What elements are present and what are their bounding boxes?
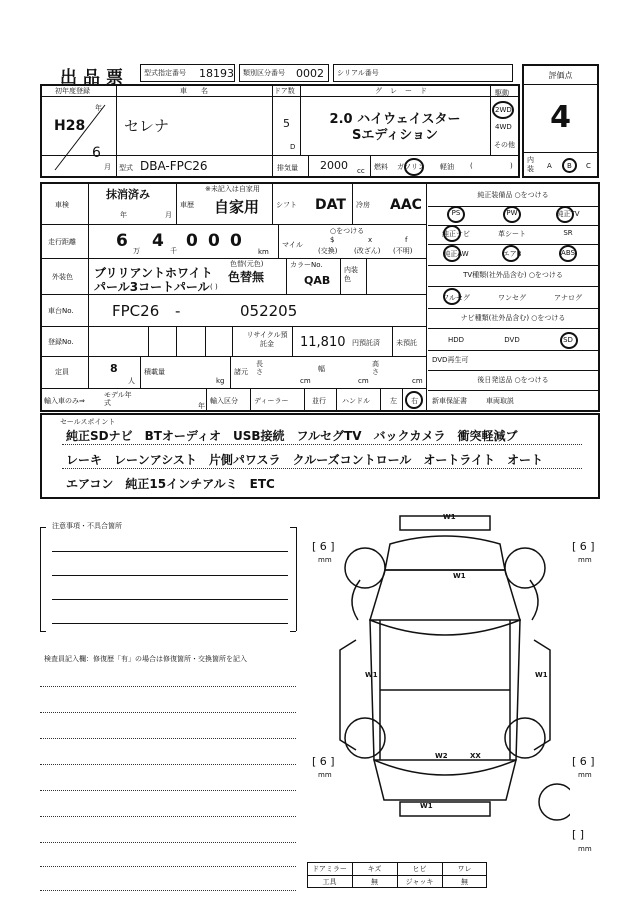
ac-label: 冷房 <box>356 201 370 209</box>
color-no-label: カラーNo. <box>290 261 323 269</box>
mileage-digit-5: 0 <box>230 231 242 251</box>
mileage-digit-3: 0 <box>186 231 198 251</box>
parallel-option: 並行 <box>312 397 326 405</box>
model-cert-value: 18193 <box>199 67 234 80</box>
capacity-value: 8 <box>110 362 118 375</box>
recycle-paid: 円預託済 <box>352 339 380 347</box>
navi-dvd: DVD <box>504 336 520 344</box>
shaken-month: 月 <box>165 211 172 219</box>
doors-label: ドア数 <box>274 87 295 95</box>
car-damage-diagram <box>320 510 570 850</box>
damage-xx: XX <box>470 752 481 760</box>
equip-sr: SR <box>563 229 573 237</box>
model-year-label: モデル年式 <box>104 391 132 407</box>
km-unit: km <box>258 248 269 256</box>
interior-color-label: 内装色 <box>344 266 358 283</box>
shaken-year: 年 <box>120 211 127 219</box>
navi-sd-circle <box>560 332 578 349</box>
fuel-label: 燃料 <box>374 163 388 171</box>
sales-label: セールスポイント <box>60 418 116 426</box>
mile-label: マイル <box>282 241 303 249</box>
handle-left: 左 <box>390 397 397 405</box>
inspector-label: 検査員記入欄：修復歴「有」の場合は修復箇所・交換箇所を記入 <box>44 655 247 663</box>
legend-scratch: キズ <box>367 865 382 873</box>
serial-label: シリアル番号 <box>337 69 379 77</box>
dims-label: 諸元 <box>234 368 248 376</box>
equip-pw: PW <box>506 209 518 217</box>
tv-fullseg: フルセグ <box>442 294 470 302</box>
legend-tools: 工具 <box>322 878 337 886</box>
equip-aw-circle <box>443 245 461 262</box>
load-label: 積載量 <box>144 368 165 376</box>
altered-label: (改ざん) <box>354 247 381 255</box>
equip-navi-circle <box>443 225 461 242</box>
color-label: 外装色 <box>52 273 73 281</box>
width-label: 幅 <box>318 365 325 373</box>
sales-line3: エアコン 純正15インチアルミ ETC <box>66 477 275 491</box>
equip-abs: ABS <box>561 249 575 257</box>
equip-tv-circle <box>556 206 574 223</box>
color-line1: ブリリアントホワイト <box>94 266 213 280</box>
shaken-value: 抹消済み <box>106 188 150 201</box>
tire-rear-right: [ 6 ] <box>572 755 595 768</box>
grade-line2: Sエディション <box>351 128 439 143</box>
color-line2: パール3コートパール <box>94 280 210 294</box>
equip-ps: PS <box>451 209 461 217</box>
ac-value: AAC <box>390 197 422 213</box>
equip-navi: 純正ナビ <box>442 230 470 238</box>
drive-other: その他 <box>494 141 515 149</box>
tire-spare: [ ] <box>572 828 585 841</box>
dvd-play: DVD再生可 <box>432 356 469 364</box>
tire-spare-unit: mm <box>578 845 592 853</box>
repaint-paren: ( ) <box>210 283 218 291</box>
tv-type-title: TV種類(社外品含む) ○をつける <box>463 271 563 279</box>
usage-note: ※未記入は自家用 <box>205 185 260 193</box>
circle-note: ○をつける <box>330 227 365 235</box>
repaint-label: 色替(元色) <box>230 260 264 268</box>
damage-w1-hood: W1 <box>453 572 466 580</box>
tire-front-left-unit: mm <box>318 556 332 564</box>
import-type-label: 輸入区分 <box>210 397 238 405</box>
fuel-gasoline: ガソリン <box>397 163 425 171</box>
caution-label: 注意事項・不具合箇所 <box>52 522 122 530</box>
recycle-label: リサイクル預託金 <box>246 331 288 348</box>
tire-rear-left-unit: mm <box>318 771 332 779</box>
swap-mark: $ <box>330 236 335 244</box>
fuel-diesel: 軽油 <box>440 163 454 171</box>
later-warranty: 新車保証書 <box>432 397 467 405</box>
score-label: 評価点 <box>524 66 597 85</box>
damage-w1-left: W1 <box>365 671 378 679</box>
repaint-value: 色替無 <box>228 270 265 284</box>
score-value: 4 <box>550 99 571 135</box>
car-name-label: 車名 <box>180 87 222 95</box>
month-unit: 月 <box>104 163 111 171</box>
grade-line1: 2.0 ハイウェイスター <box>329 112 461 127</box>
equipment-title: 純正装備品 ○をつける <box>477 191 549 199</box>
tire-rear-right-unit: mm <box>578 771 592 779</box>
mileage-sen: 千 <box>170 247 177 255</box>
model-cert-label: 型式指定番号 <box>144 69 186 77</box>
doors-value: 5 <box>283 117 290 130</box>
car-name: セレナ <box>124 117 170 135</box>
tire-rear-left: [ 6 ] <box>312 755 335 768</box>
navi-sd: SD <box>563 336 573 344</box>
equip-airbag-circle <box>502 245 520 262</box>
grade-label: グレード <box>375 87 435 95</box>
navi-type-title: ナビ種類(社外品含む) ○をつける <box>460 314 566 322</box>
shift-label: シフト <box>276 201 297 209</box>
legend-break: ワレ <box>457 865 472 873</box>
equip-leather: 革シート <box>498 230 526 238</box>
kg-unit: kg <box>216 377 225 385</box>
color-no-value: QAB <box>304 274 331 287</box>
height-label: 高さ <box>372 360 379 376</box>
altered-mark: x <box>368 236 373 244</box>
equip-tv: 純正TV <box>556 210 580 218</box>
legend-jack-value: 無 <box>461 878 468 886</box>
damage-w1-bottom: W1 <box>420 802 433 810</box>
unknown-mark: f <box>405 236 408 244</box>
capacity-label: 定員 <box>55 368 69 376</box>
handle-label: ハンドル <box>342 397 370 405</box>
mileage-man: 万 <box>133 247 140 255</box>
shift-value: DAT <box>315 197 346 213</box>
damage-w2: W2 <box>435 752 448 760</box>
mileage-label: 走行距離 <box>48 238 76 246</box>
tv-oneseg: ワンセグ <box>498 294 526 302</box>
interior-a: A <box>547 162 552 170</box>
sales-line2: レーキ レーンアシスト 片側パワスラ クルーズコントロール オートライト オート <box>66 453 544 467</box>
serial-box <box>333 64 513 82</box>
model-cert-box <box>140 64 235 82</box>
legend-jack: ジャッキ <box>405 878 434 886</box>
year-unit: 年 <box>95 104 102 112</box>
cm-2: cm <box>358 377 369 385</box>
mileage-digit-1: 6 <box>116 231 128 251</box>
class-no-value: 0002 <box>296 67 324 80</box>
form-title: 出品票 <box>60 68 129 88</box>
doors-sub: D <box>290 143 296 151</box>
import-label: 輸入車のみ⇒ <box>44 397 85 405</box>
model-year-unit: 年 <box>198 402 205 410</box>
unknown-label: (不明) <box>393 247 413 255</box>
fuel-circle <box>404 158 424 176</box>
class-no-box <box>239 64 329 82</box>
interior-b-circle <box>562 158 577 173</box>
drive-2wd: 2WD <box>495 106 512 114</box>
person-unit: 人 <box>128 377 135 385</box>
class-no-label: 類別区分番号 <box>243 69 285 77</box>
tire-front-right-unit: mm <box>578 556 592 564</box>
tv-analog: アナログ <box>554 294 582 302</box>
chassis-label: 車台No. <box>48 307 74 315</box>
chassis-prefix: FPC26 <box>112 302 160 320</box>
type-label: 型式 <box>119 164 133 172</box>
damage-w1-top: W1 <box>443 513 456 521</box>
equip-pw-circle <box>503 206 521 223</box>
tire-front-right: [ 6 ] <box>572 540 595 553</box>
swap-label: (交換) <box>318 247 338 255</box>
equip-aw: 純正AW <box>443 250 469 258</box>
legend-tools-value: 無 <box>371 878 378 886</box>
mileage-digit-2: 4 <box>152 231 164 251</box>
usage-value: 自家用 <box>214 198 260 216</box>
disp-label: 排気量 <box>277 164 298 172</box>
chassis-dash: - <box>175 302 181 320</box>
equip-airbag: エアB <box>502 250 522 258</box>
equip-abs-circle <box>559 245 577 262</box>
navi-hdd: HDD <box>447 336 465 344</box>
disp-value: 2000 <box>320 159 348 172</box>
type-value: DBA-FPC26 <box>140 159 208 173</box>
handle-right-circle <box>405 391 423 409</box>
usage-label: 車歴 <box>180 201 194 209</box>
legend-mirror: ドアミラー <box>312 865 347 873</box>
length-label: 長さ <box>256 360 263 376</box>
legend-crack: ヒビ <box>412 865 427 873</box>
shaken-label: 車検 <box>55 201 69 209</box>
recycle-value: 11,810 <box>300 335 346 350</box>
cm-1: cm <box>300 377 311 385</box>
handle-right: 右 <box>411 397 418 405</box>
chassis-no: 052205 <box>240 302 298 320</box>
equip-ps-circle <box>447 206 465 223</box>
later-title: 後日発送品 ○をつける <box>477 376 549 384</box>
recycle-unpaid: 未預託 <box>396 339 417 347</box>
reg-label: 登録No. <box>48 338 74 346</box>
first-reg-label: 初年度登録 <box>55 87 90 95</box>
interior-c: C <box>586 162 591 170</box>
drive-4wd: 4WD <box>495 123 512 131</box>
first-reg-month: 6 <box>92 145 101 161</box>
drive-label: 駆動 <box>495 89 509 97</box>
interior-b: B <box>567 162 572 170</box>
first-reg-era: H28 <box>54 118 86 134</box>
drive-2wd-circle <box>492 101 514 119</box>
tv-fullseg-circle <box>443 288 461 305</box>
mileage-digit-4: 0 <box>208 231 220 251</box>
dealer-option: ディーラー <box>254 397 289 405</box>
cm-3: cm <box>412 377 423 385</box>
damage-w1-right: W1 <box>535 671 548 679</box>
cc-unit: cc <box>357 167 365 175</box>
sales-line1: 純正SDナビ BTオーディオ USB接続 フルセグTV バックカメラ 衝突軽減ブ <box>66 429 518 443</box>
later-manual: 車両取説 <box>486 397 514 405</box>
interior-label: 内装 <box>527 156 534 173</box>
tire-front-left: [ 6 ] <box>312 540 335 553</box>
